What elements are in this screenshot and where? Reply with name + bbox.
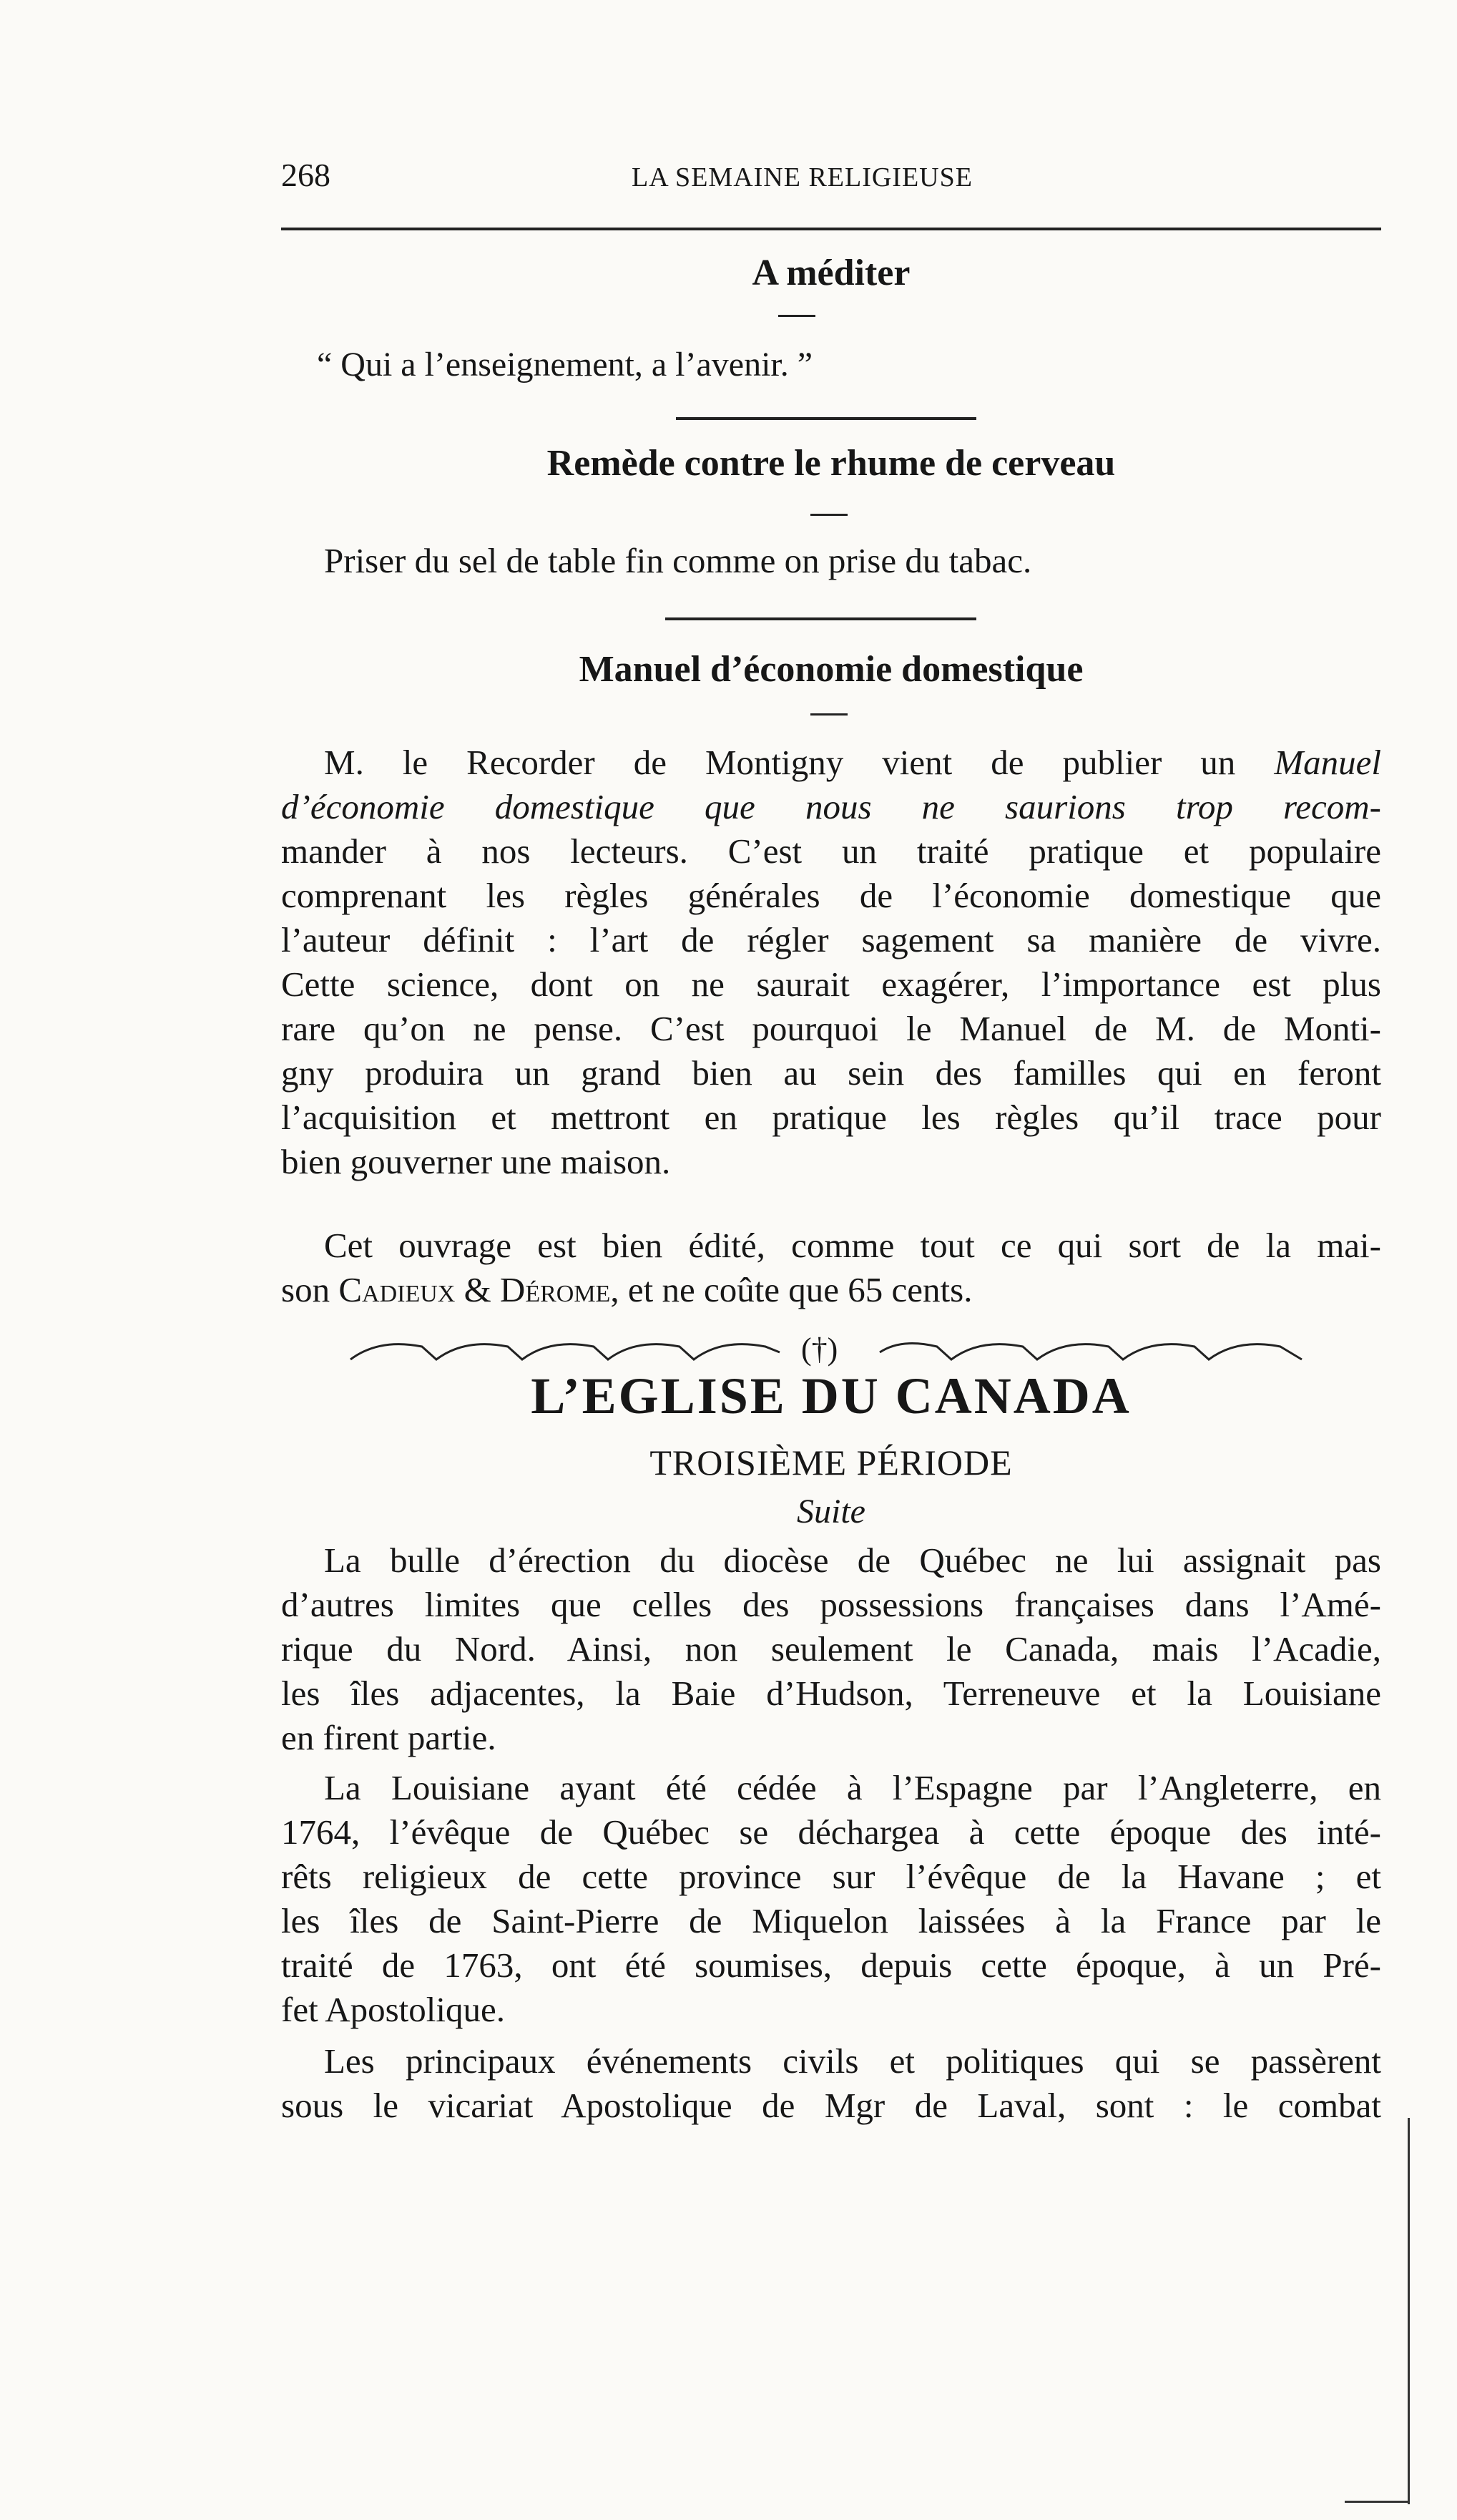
- text-line: [281, 785, 1381, 829]
- section-title-manuel: Manuel d’économie domestique: [579, 649, 1084, 690]
- text-line: [281, 741, 1381, 785]
- short-dash: [778, 315, 815, 317]
- text-line: Les principaux événements civils et politiques qui se passèrent: [324, 2041, 1381, 2081]
- text-line: comprenant les règles générales de l’économie domestique que: [281, 876, 1381, 915]
- text-line: les îles de Saint-Pierre de Miquelon laissées à la France par le: [281, 1901, 1381, 1940]
- eglise-paragraph-2: [281, 1766, 1381, 2032]
- text-line: bien gouverner une maison.: [281, 1142, 671, 1181]
- scan-margin-line: [1345, 2501, 1409, 2503]
- text-line: gny produira un grand bien au sein des familles qui en feront: [281, 1053, 1381, 1093]
- text-line: 1764, l’évêque de Québec se déchargea à cette époque des inté-: [281, 1812, 1381, 1852]
- ornamental-divider: [343, 1331, 1316, 1367]
- article-title: L’EGLISE DU CANADA: [531, 1367, 1132, 1425]
- text-line: Cette science, dont on ne saurait exagérer, l’importance est plus: [281, 964, 1381, 1004]
- text-line: [281, 1268, 1381, 1312]
- manuel-paragraph-1: [281, 741, 1381, 1184]
- publisher-name: Cadieux & Dérome: [338, 1270, 611, 1309]
- eglise-paragraph-1: [281, 1538, 1381, 1760]
- section-title-a-mediter: A méditer: [752, 253, 911, 293]
- article-subtitle: TROISIÈME PÉRIODE: [649, 1442, 1013, 1483]
- italic-title: Manuel: [1274, 743, 1381, 782]
- eglise-paragraph-3: [281, 2039, 1381, 2128]
- text-line: rare qu’on ne pense. C’est pourquoi le Manuel de M. de Monti-: [281, 1009, 1381, 1048]
- text-line: d’autres limites que celles des possessions françaises dans l’Amé-: [281, 1585, 1381, 1624]
- text-line: sous le vicariat Apostolique de Mgr de Laval, sont : le combat: [281, 2086, 1381, 2125]
- separator-rule: [665, 617, 976, 620]
- text-run: M. le Recorder de Montigny vient de publier un: [324, 743, 1275, 782]
- text-line: La Louisiane ayant été cédée à l’Espagne par l’Angleterre, en: [324, 1768, 1381, 1807]
- separator-rule: [676, 417, 976, 420]
- text-line: fet Apostolique.: [281, 1990, 506, 2029]
- journal-title: LA SEMAINE RELIGIEUSE: [632, 162, 973, 192]
- text-run: son: [281, 1270, 339, 1309]
- text-line: traité de 1763, ont été soumises, depuis cette époque, à un Pré-: [281, 1945, 1381, 1985]
- text-line: l’acquisition et mettront en pratique les règles qu’il trace pour: [281, 1098, 1381, 1137]
- text-line: La bulle d’érection du diocèse de Québec ne lui assignait pas: [324, 1540, 1381, 1580]
- header-rule: [281, 228, 1381, 230]
- text-line: Cet ouvrage est bien édité, comme tout ce qui sort de la mai-: [324, 1226, 1381, 1265]
- text-line: en firent partie.: [281, 1718, 496, 1757]
- cross-glyph: (†): [801, 1332, 838, 1367]
- text-line: mander à nos lecteurs. C’est un traité pratique et populaire: [281, 831, 1381, 871]
- section-title-remede: Remède contre le rhume de cerveau: [546, 443, 1116, 484]
- article-suite: Suite: [797, 1493, 865, 1530]
- manuel-paragraph-2: [281, 1224, 1381, 1312]
- text-run: , et ne coûte que 65 cents.: [610, 1270, 973, 1309]
- running-head: [281, 156, 1381, 206]
- short-dash: [810, 514, 848, 516]
- scan-margin-line: [1408, 2118, 1410, 2504]
- text-line: rêts religieux de cette province sur l’évêque de la Havane ; et: [281, 1857, 1381, 1896]
- text-line: rique du Nord. Ainsi, non seulement le Canada, mais l’Acadie,: [281, 1629, 1381, 1669]
- remede-text: Priser du sel de table fin comme on prise du tabac.: [324, 541, 1032, 580]
- text-run: d’économie domestique que nous ne saurions trop recom-: [281, 787, 1381, 826]
- short-dash: [810, 713, 848, 716]
- quote-text: “ Qui a l’enseignement, a l’avenir. ”: [317, 346, 813, 384]
- text-line: les îles adjacentes, la Baie d’Hudson, Terreneuve et la Louisiane: [281, 1674, 1381, 1713]
- page-number: 268: [281, 157, 330, 193]
- text-line: l’auteur définit : l’art de régler sagement sa manière de vivre.: [281, 920, 1381, 959]
